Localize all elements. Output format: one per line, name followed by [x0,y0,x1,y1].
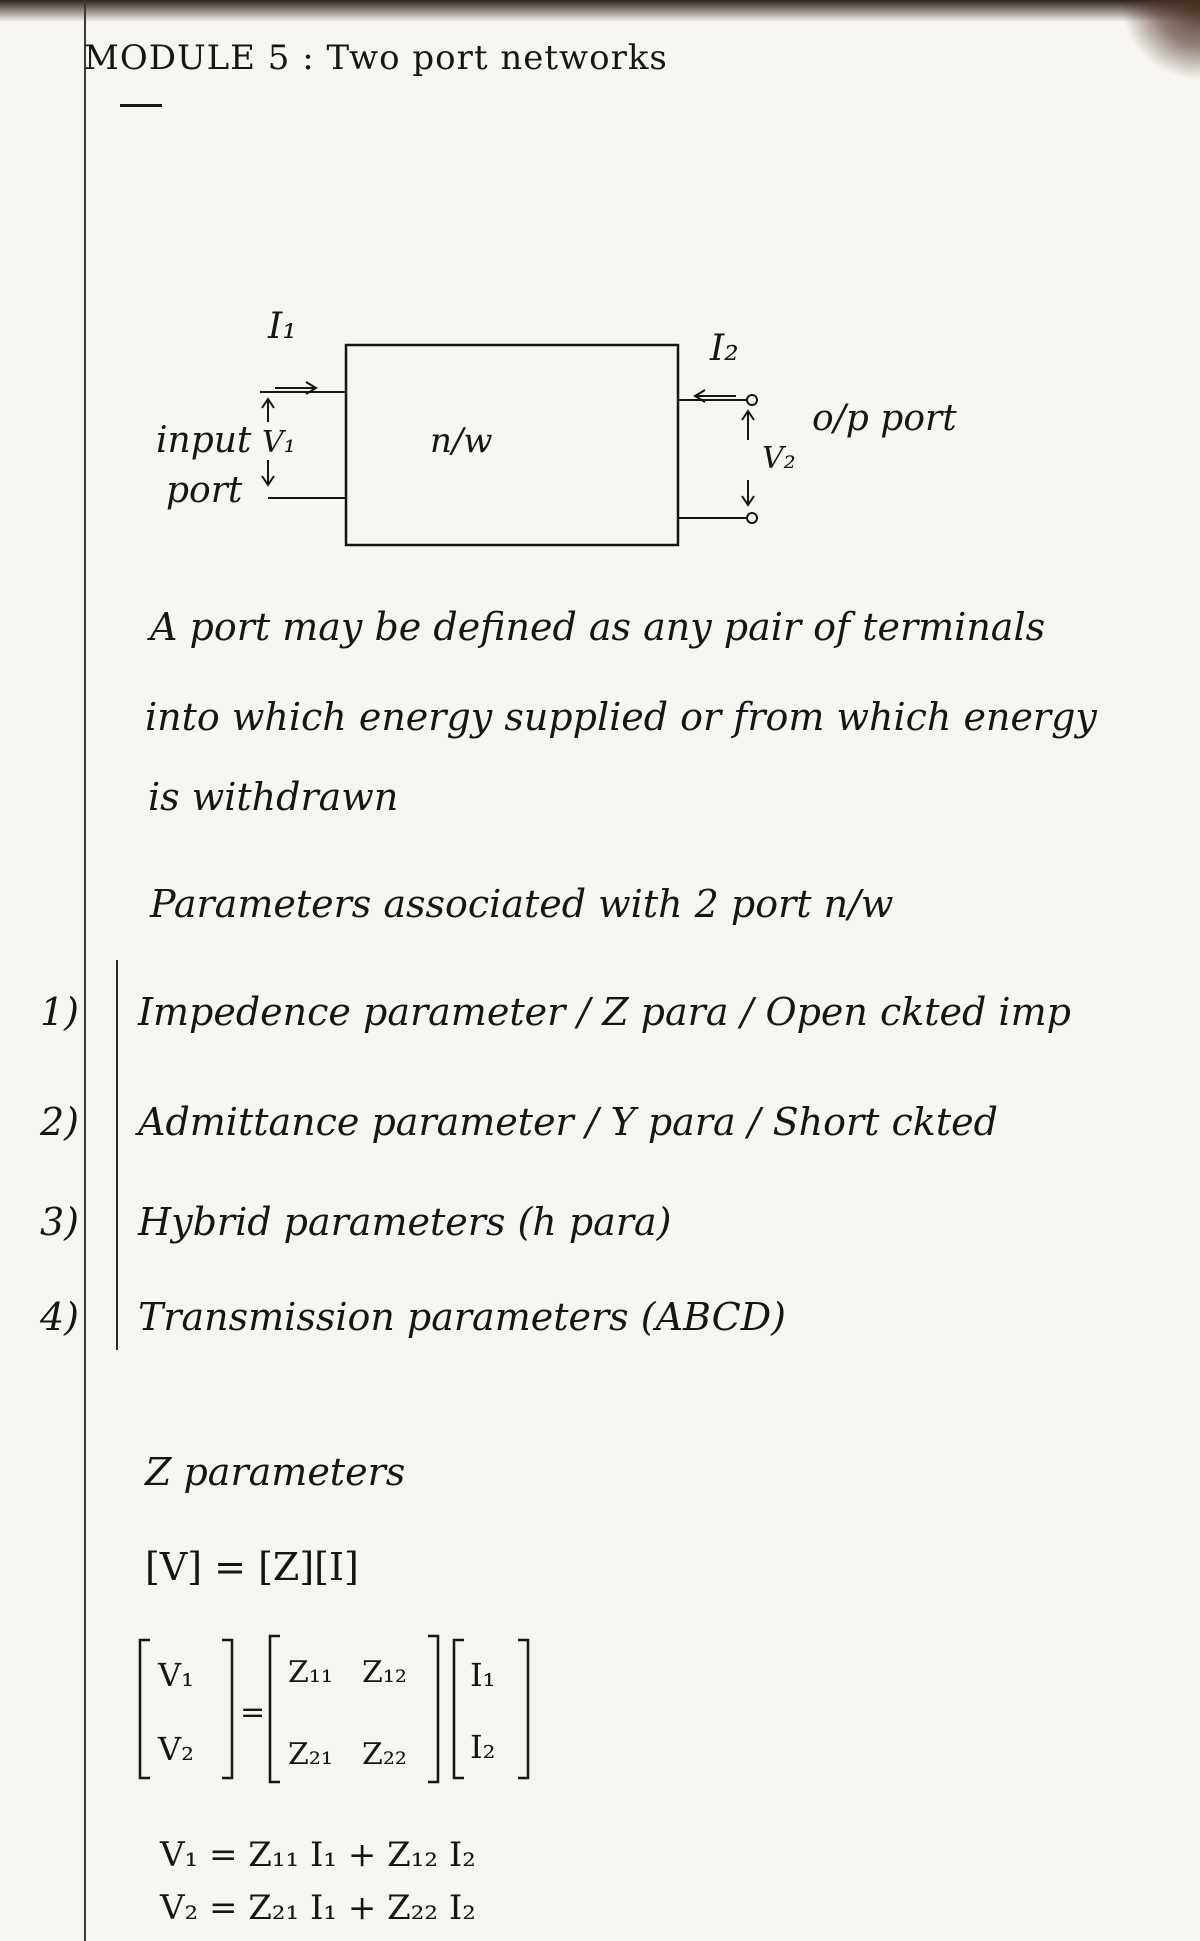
parameters-heading: Parameters associated with 2 port n/w [150,882,894,926]
i-vector-right-bracket [518,1640,528,1778]
equation-v1: V₁ = Z₁₁ I₁ + Z₁₂ I₂ [160,1835,476,1875]
page-title: MODULE 5 : Two port networks [84,38,668,78]
matrix-v1: V₁ [158,1656,194,1694]
matrix-i2: I₂ [470,1728,496,1766]
list-number-2: 2) [40,1100,80,1144]
matrix-z11: Z₁₁ [288,1655,333,1690]
list-item-impedance: Impedence parameter / Z para / Open ckted imp [138,990,1071,1034]
matrix-z12: Z₁₂ [362,1655,407,1690]
matrix-i1: I₁ [470,1656,496,1694]
two-port-diagram [140,300,1000,580]
z-matrix-right-bracket [428,1636,438,1782]
equation-v2: V₂ = Z₂₁ I₁ + Z₂₂ I₂ [160,1888,476,1928]
definition-line-3: is withdrawn [148,775,399,819]
v2-label: V₂ [762,441,796,476]
matrix-z22: Z₂₂ [362,1737,407,1772]
list-number-3: 3) [40,1200,80,1244]
definition-line-1: A port may be defined as any pair of terminals [150,605,1046,649]
list-margin-line [116,960,118,1350]
z-matrix-equation [130,1630,570,1790]
v-vector-left-bracket [140,1640,150,1778]
list-item-transmission: Transmission parameters (ABCD) [138,1295,787,1339]
matrix-equals: = [240,1695,266,1730]
network-label: n/w [430,421,493,461]
matrix-v2: V₂ [158,1730,194,1768]
v1-label: V₁ [262,425,296,460]
margin-line [84,0,86,1941]
page-corner-shadow [1120,0,1200,80]
definition-line-2: into which energy supplied or from which energy [145,695,1097,739]
output-top-terminal [747,395,757,405]
network-box [346,345,678,545]
input-port-label-2: port [166,470,243,511]
z-parameters-heading: Z parameters [145,1450,406,1494]
i2-label: I₂ [710,328,739,369]
list-item-admittance: Admittance parameter / Y para / Short ckted [138,1100,998,1144]
input-port-label-1: input [156,420,252,461]
list-item-hybrid: Hybrid parameters (h para) [138,1200,672,1244]
matrix-z21: Z₂₁ [288,1737,333,1772]
list-number-1: 1) [40,990,80,1034]
title-underline [120,104,162,107]
matrix-equation: [V] = [Z][I] [145,1545,359,1589]
page-top-shadow [0,0,1200,22]
z-matrix-left-bracket [270,1636,280,1782]
list-number-4: 4) [40,1295,80,1339]
v-vector-right-bracket [222,1640,232,1778]
i1-label: I₁ [268,306,297,347]
output-bottom-terminal [747,513,757,523]
i-vector-left-bracket [454,1640,464,1778]
output-port-label: o/p port [812,398,957,439]
